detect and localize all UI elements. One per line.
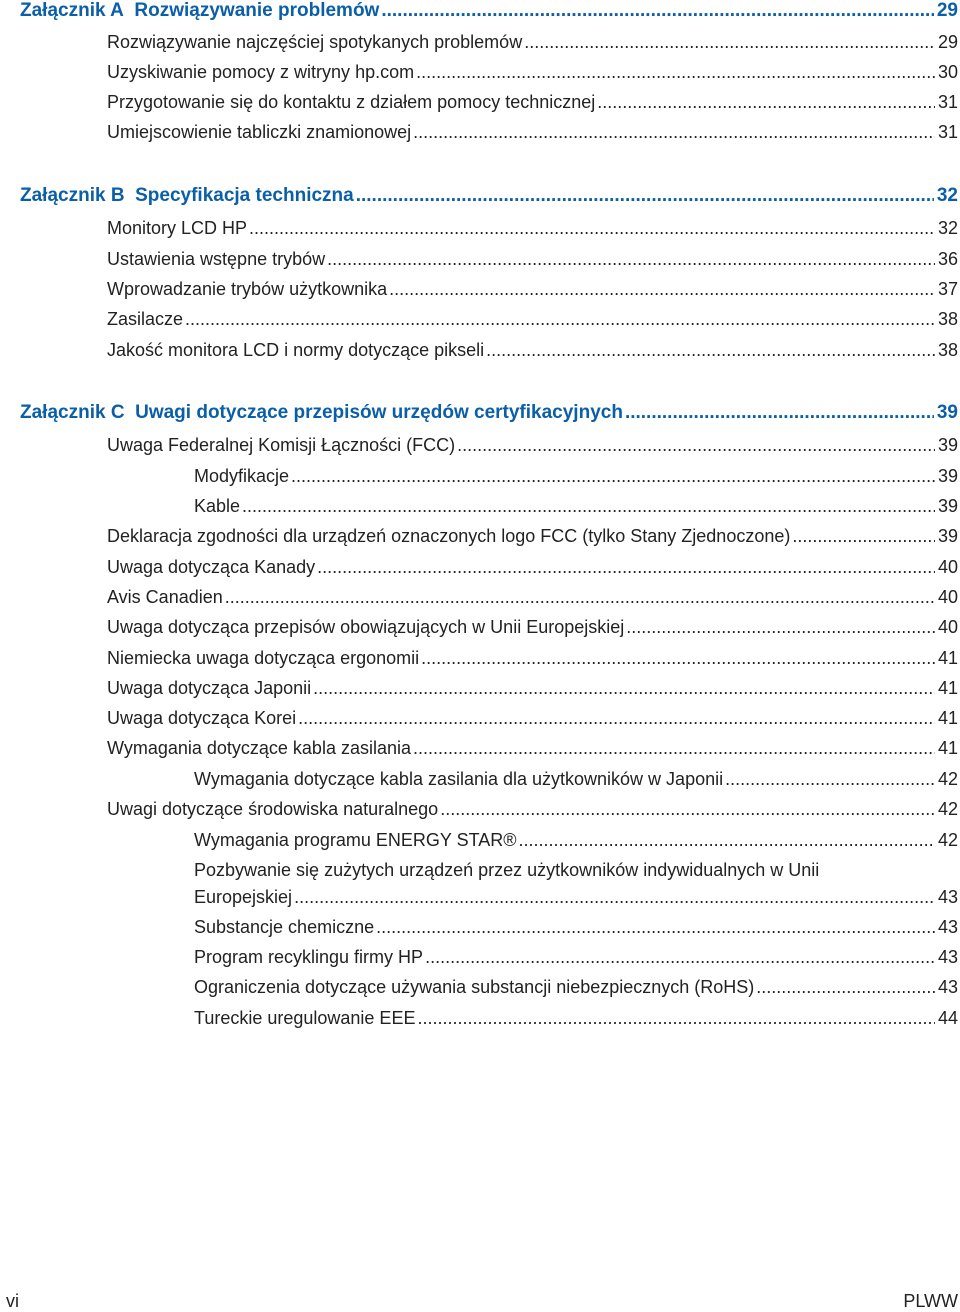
toc-page-number: 38 — [937, 309, 958, 329]
toc-chapter-b[interactable] — [20, 185, 958, 207]
toc-entry-title: Załącznik A Rozwiązywanie problemów — [20, 0, 380, 21]
toc-page-number: 40 — [937, 587, 958, 607]
toc-page-number: 40 — [937, 557, 958, 577]
toc-entry-title: Uwaga Federalnej Komisji Łączności (FCC) — [107, 435, 456, 455]
toc-entry-title: Pozbywanie się zużytych urządzeń przez użytkowników indywidualnych w Unii — [194, 860, 820, 880]
toc-page-number: 37 — [937, 279, 958, 299]
toc-entry-title: Wymagania programu ENERGY STAR® — [194, 830, 517, 850]
leader-dots — [792, 525, 935, 547]
toc-page-number: 32 — [936, 185, 958, 206]
toc-entry-title: Niemiecka uwaga dotycząca ergonomii — [107, 648, 420, 668]
toc-page-number: 39 — [936, 402, 958, 423]
leader-dots — [417, 1007, 935, 1029]
toc-entry[interactable] — [107, 525, 958, 547]
toc-entry-title: Avis Canadien — [107, 587, 223, 607]
leader-dots — [294, 886, 935, 908]
toc-entry-title: Przygotowanie się do kontaktu z działem pomocy technicznej — [107, 92, 596, 112]
toc-entry-title: Substancje chemiczne — [194, 917, 375, 937]
toc-page-number: 42 — [937, 769, 958, 789]
toc-entry-title: Kable — [194, 496, 241, 516]
leader-dots — [327, 248, 935, 270]
toc-chapter-c[interactable] — [20, 402, 958, 424]
toc-entry-title: Modyfikacje — [194, 466, 290, 486]
toc-entry[interactable] — [107, 61, 958, 83]
leader-dots — [291, 465, 935, 487]
toc-entry[interactable] — [194, 495, 958, 517]
leader-dots — [421, 647, 935, 669]
toc-entry[interactable] — [107, 248, 958, 270]
toc-entry-title: Załącznik B Specyfikacja techniczna — [20, 185, 354, 206]
toc-entry-title: Ograniczenia dotyczące używania substancji niebezpiecznych (RoHS) — [194, 977, 755, 997]
toc-entry-title: Załącznik C Uwagi dotyczące przepisów urzędów certyfikacyjnych — [20, 402, 623, 423]
toc-entry[interactable] — [107, 217, 958, 239]
toc-entry[interactable] — [194, 946, 958, 968]
toc-page-number: 31 — [937, 92, 958, 112]
toc-chapter-a[interactable] — [20, 0, 958, 22]
toc-page-number: 43 — [937, 887, 958, 907]
leader-dots — [376, 916, 935, 938]
leader-dots — [413, 737, 935, 759]
toc-page-number: 42 — [937, 799, 958, 819]
toc-entry[interactable] — [107, 616, 958, 638]
toc-entry-title: Uwaga dotycząca przepisów obowiązujących w Unii Europejskiej — [107, 617, 625, 637]
leader-dots — [756, 976, 935, 998]
toc-entry[interactable] — [194, 768, 958, 790]
leader-dots — [225, 586, 935, 608]
toc-entry[interactable] — [107, 737, 958, 759]
toc-entry-title: Wymagania dotyczące kabla zasilania dla użytkowników w Japonii — [194, 769, 724, 789]
leader-dots — [597, 91, 935, 113]
toc-entry[interactable] — [107, 121, 958, 143]
toc-entry-title: Zasilacze — [107, 309, 184, 329]
leader-dots — [625, 402, 934, 424]
toc-entry-title: Program recyklingu firmy HP — [194, 947, 424, 967]
leader-dots — [413, 121, 935, 143]
leader-dots — [416, 61, 935, 83]
toc-entry[interactable] — [107, 677, 958, 699]
leader-dots — [524, 31, 935, 53]
leader-dots — [356, 185, 934, 207]
toc-page-number: 41 — [937, 678, 958, 698]
toc-page-number: 38 — [937, 340, 958, 360]
toc-entry[interactable] — [194, 1007, 958, 1029]
toc-entry-title: Rozwiązywanie najczęściej spotykanych problemów — [107, 32, 523, 52]
toc-entry[interactable] — [194, 829, 958, 851]
leader-dots — [381, 0, 934, 22]
toc-page-number: 29 — [936, 0, 958, 21]
toc-entry-title: Uzyskiwanie pomocy z witryny hp.com — [107, 62, 415, 82]
footer-locale: PLWW — [903, 1291, 958, 1311]
leader-dots — [242, 495, 935, 517]
toc-entry[interactable] — [107, 278, 958, 300]
toc-page-number: 41 — [937, 738, 958, 758]
footer-page-number: vi — [6, 1291, 19, 1311]
toc-entry[interactable] — [194, 465, 958, 487]
toc-page-number: 41 — [937, 708, 958, 728]
toc-page-number: 43 — [937, 947, 958, 967]
leader-dots — [425, 946, 935, 968]
toc-entry-wrapped[interactable] — [194, 859, 958, 881]
toc-page-number: 29 — [937, 32, 958, 52]
toc-page-number: 30 — [937, 62, 958, 82]
toc-page-number: 42 — [937, 830, 958, 850]
toc-page-number: 43 — [937, 917, 958, 937]
toc-entry[interactable] — [107, 647, 958, 669]
leader-dots — [389, 278, 935, 300]
toc-entry-title: Monitory LCD HP — [107, 218, 248, 238]
toc-entry-title: Uwaga dotycząca Korei — [107, 708, 297, 728]
toc-entry-continuation[interactable] — [194, 886, 958, 908]
toc-entry-title-continuation: Europejskiej — [194, 887, 293, 907]
toc-entry[interactable] — [107, 586, 958, 608]
toc-entry-title: Jakość monitora LCD i normy dotyczące pikseli — [107, 340, 485, 360]
toc-page-number: 40 — [937, 617, 958, 637]
toc-page-number: 39 — [937, 496, 958, 516]
leader-dots — [626, 616, 935, 638]
toc-entry-title: Uwaga dotycząca Japonii — [107, 678, 312, 698]
toc-entry-title: Ustawienia wstępne trybów — [107, 249, 326, 269]
toc-entry[interactable] — [107, 707, 958, 729]
toc-page-number: 39 — [937, 435, 958, 455]
toc-page-number: 32 — [937, 218, 958, 238]
toc-entry[interactable] — [194, 976, 958, 998]
leader-dots — [313, 677, 935, 699]
leader-dots — [486, 339, 935, 361]
leader-dots — [457, 434, 935, 456]
toc-page-number: 31 — [937, 122, 958, 142]
toc-page-number: 43 — [937, 977, 958, 997]
toc-page-number: 39 — [937, 526, 958, 546]
toc-entry-title: Uwagi dotyczące środowiska naturalnego — [107, 799, 439, 819]
toc-entry[interactable] — [107, 434, 958, 456]
toc-entry-title: Tureckie uregulowanie EEE — [194, 1008, 416, 1028]
toc-page-number: 36 — [937, 249, 958, 269]
toc-entry[interactable] — [107, 308, 958, 330]
toc-entry[interactable] — [107, 339, 958, 361]
toc-entry-title: Deklaracja zgodności dla urządzeń oznaczonych logo FCC (tylko Stany Zjednoczone) — [107, 526, 791, 546]
leader-dots — [185, 308, 935, 330]
toc-entry[interactable] — [107, 31, 958, 53]
leader-dots — [249, 217, 935, 239]
leader-dots — [440, 798, 935, 820]
leader-dots — [317, 556, 935, 578]
toc-page-number: 39 — [937, 466, 958, 486]
leader-dots — [298, 707, 935, 729]
toc-page-number: 44 — [937, 1008, 958, 1028]
toc-entry-title: Umiejscowienie tabliczki znamionowej — [107, 122, 412, 142]
leader-dots — [519, 829, 935, 851]
toc-entry[interactable] — [107, 91, 958, 113]
toc-entry[interactable] — [194, 916, 958, 938]
toc-entry-title: Wprowadzanie trybów użytkownika — [107, 279, 388, 299]
toc-entry[interactable] — [107, 556, 958, 578]
leader-dots — [725, 768, 935, 790]
toc-page-number: 41 — [937, 648, 958, 668]
toc-entry[interactable] — [107, 798, 958, 820]
toc-entry-title: Uwaga dotycząca Kanady — [107, 557, 316, 577]
toc-entry-title: Wymagania dotyczące kabla zasilania — [107, 738, 411, 758]
